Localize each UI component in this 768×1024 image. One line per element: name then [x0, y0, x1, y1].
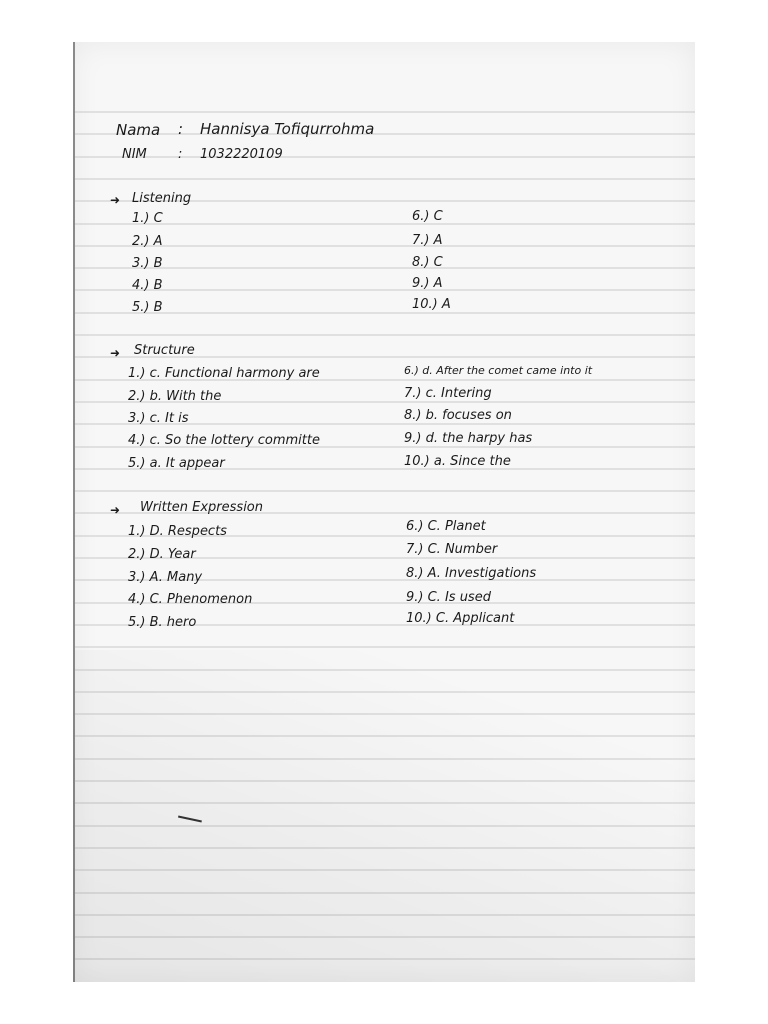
list-item: 6.) d. After the comet came into it — [404, 364, 593, 377]
list-item: 1.) D. Respects — [128, 524, 227, 539]
nim-value: 1032220109 — [200, 147, 283, 162]
list-item: 9.) C. Is used — [406, 590, 491, 605]
section-title-written-expression: Written Expression — [140, 500, 263, 515]
list-item: 9.) d. the harpy has — [404, 431, 533, 446]
section-title-structure: Structure — [134, 343, 195, 358]
list-item: 7.) c. Intering — [404, 386, 492, 401]
list-item: 2.) D. Year — [128, 547, 196, 562]
list-item: 2.) b. With the — [128, 389, 222, 404]
list-item: 4.) c. So the lottery committe — [128, 433, 320, 448]
list-item: 3.) B — [132, 256, 163, 271]
list-item: 5.) B — [132, 300, 163, 315]
nim-separator: : — [178, 147, 183, 162]
name-separator: : — [178, 120, 184, 138]
arrow-icon: ➜ — [110, 503, 121, 517]
list-item: 10.) a. Since the — [404, 454, 511, 469]
list-item: 7.) A — [412, 233, 443, 248]
list-item: 4.) C. Phenomenon — [128, 592, 253, 607]
list-item: 8.) b. focuses on — [404, 408, 512, 423]
list-item: 1.) C — [132, 211, 163, 226]
nim-label: NIM — [122, 147, 147, 162]
list-item: 6.) C. Planet — [406, 519, 486, 534]
arrow-icon: ➜ — [110, 346, 121, 360]
list-item: 7.) C. Number — [406, 542, 498, 557]
list-item: 8.) A. Investigations — [406, 566, 537, 581]
list-item: 9.) A — [412, 276, 443, 291]
list-item: 5.) a. It appear — [128, 456, 225, 471]
list-item: 4.) B — [132, 278, 163, 293]
list-item: 5.) B. hero — [128, 615, 197, 630]
name-value: Hannisya Tofiqurrohma — [200, 120, 375, 138]
list-item: 3.) A. Many — [128, 570, 203, 585]
list-item: 10.) C. Applicant — [406, 611, 515, 626]
list-item: 8.) C — [412, 255, 443, 270]
list-item: 3.) c. It is — [128, 411, 189, 426]
list-item: 6.) C — [412, 209, 443, 224]
list-item: 1.) c. Functional harmony are — [128, 366, 320, 381]
arrow-icon: ➜ — [110, 193, 121, 207]
page-edge — [73, 42, 75, 982]
name-label: Nama — [116, 121, 161, 139]
list-item: 2.) A — [132, 234, 163, 249]
section-title-listening: Listening — [132, 191, 192, 206]
list-item: 10.) A — [412, 297, 451, 312]
